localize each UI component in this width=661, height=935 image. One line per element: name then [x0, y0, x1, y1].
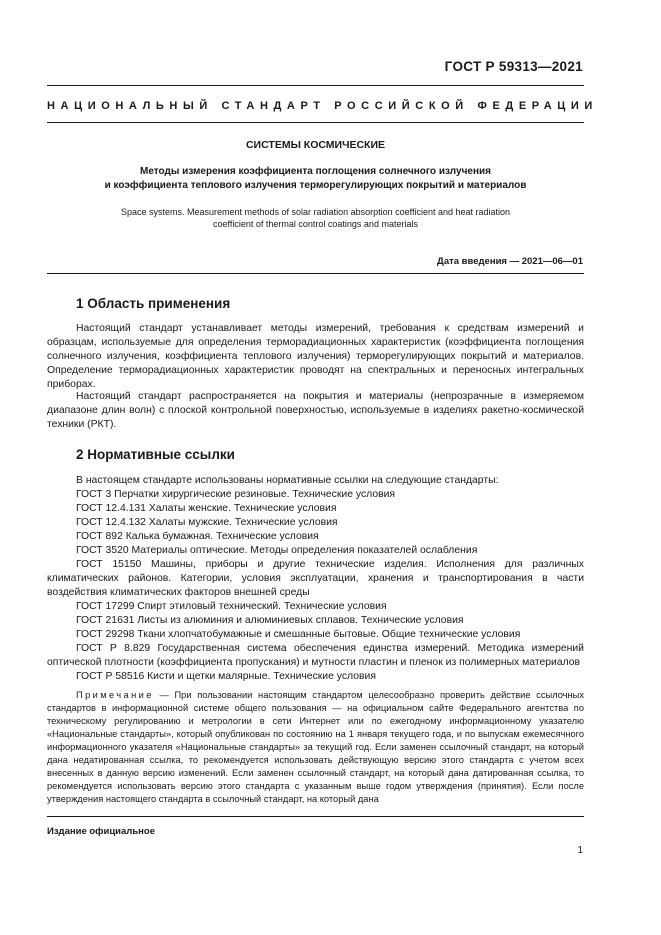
note-text: — При пользовании настоящим стандартом целесообразно проверить действие ссылочных стандартов в информационной системе общего пользования — на официальном сайте Федерального агентства по техническому регулированию и метрологии в сети Интернет или по ежегодному информационному указателю «Национальные стандарты», который опубликован по состоянию на 1 января текущего года, и по выпускам ежемесячного информационного указателя «Национальные стандарты» за текущий год. Если заменен ссылочный стандарт, на который дана недатированная ссылка, то рекомендуется использовать действующую версию этого стандарта с учетом всех внесенных в данную версию изменений. Если заменен ссылочный стандарт, на который дана датированная ссылка, то рекомендуется использовать версию этого стандарта с указанным выше годом утверждения (принятия). Если после утверждения настоящего стандарта в ссылочный стандарт, на который дана: [47, 690, 584, 804]
reference-item: ГОСТ 12.4.131 Халаты женские. Технические условия: [76, 503, 337, 514]
references-intro: В настоящем стандарте использованы нормативные ссылки на следующие стандарты:: [76, 475, 499, 486]
document-subtitle-en: [47, 206, 584, 230]
reference-item: ГОСТ 15150 Машины, приборы и другие технические изделия. Исполнения для различных климатических районов. Категории, условия эксплуатации, хранения и транспортирования в части воздействия климатических факторов внешней среды: [47, 559, 584, 598]
reference-item: ГОСТ 892 Калька бумажная. Технические условия: [76, 531, 319, 542]
section-1-paragraph: Настоящий стандарт устанавливает методы измерений, требования к средствам измерений и образцам, используемые для определения терморадиационных характеристик (коэффициента поглощения солнечного излучения, коэффициента теплового излучения) терморегулирующих покрытий и материалов. Определение терморадиационных характеристик проводят на спектральных и переносных интегральных приборах.: [47, 323, 584, 390]
date-rule: [47, 273, 584, 274]
reference-item: ГОСТ 21631 Листы из алюминия и алюминиевых сплавов. Технические условия: [76, 615, 464, 626]
official-edition-label: Издание официальное: [47, 826, 155, 837]
section-1-paragraph: Настоящий стандарт распространяется на покрытия и материалы (непрозрачные в измеряемом диапазоне длин волн) с плоской контрольной поверхностью, используемые в изделиях ракетно-космической техники (РКТ).: [47, 391, 584, 430]
introduction-date: Дата введения — 2021—06—01: [437, 256, 583, 267]
subtitle-ru-line: Методы измерения коэффициента поглощения солнечного излучения: [140, 166, 491, 177]
reference-item: ГОСТ Р 58516 Кисти и щетки малярные. Технические условия: [76, 671, 376, 682]
subtitle-en-line: coefficient of thermal control coatings and materials: [213, 219, 418, 229]
section-1-heading: 1 Область применения: [76, 296, 231, 311]
reference-item: ГОСТ 3 Перчатки хирургические резиновые. Технические условия: [76, 489, 396, 500]
reference-item: ГОСТ 29298 Ткани хлопчатобумажные и смешанные бытовые. Общие технические условия: [76, 629, 521, 640]
section-2-heading: 2 Нормативные ссылки: [76, 447, 235, 462]
subtitle-ru-line: и коэффициента теплового излучения терморегулирующих покрытий и материалов: [104, 180, 527, 191]
gost-number: ГОСТ Р 59313—2021: [444, 59, 583, 74]
reference-item: ГОСТ Р 8.829 Государственная система обеспечения единства измерений. Методика измерений оптической плотности (коэффициента пропускания) и мутности пластин и пленок из полимерных материалов: [47, 643, 584, 668]
document-subtitle-ru: [47, 165, 584, 193]
normative-references-list: [47, 474, 584, 684]
reference-item: ГОСТ 12.4.132 Халаты мужские. Технические условия: [76, 517, 338, 528]
national-standard-title: НАЦИОНАЛЬНЫЙ СТАНДАРТ РОССИЙСКОЙ ФЕДЕРАЦИИ: [47, 100, 598, 112]
footer-rule: [47, 816, 584, 817]
reference-item: ГОСТ 3520 Материалы оптические. Методы определения показателей ослабления: [76, 545, 478, 556]
note-paragraph: [47, 689, 584, 806]
subtitle-en-line: Space systems. Measurement methods of solar radiation absorption coefficient and heat radiation: [120, 207, 511, 217]
document-title: СИСТЕМЫ КОСМИЧЕСКИЕ: [245, 139, 386, 151]
header-rule: [47, 85, 584, 86]
note-label: Примечание: [76, 690, 154, 700]
reference-item: ГОСТ 17299 Спирт этиловый технический. Технические условия: [76, 601, 387, 612]
page-number: 1: [577, 845, 583, 856]
header-rule-lower: [47, 122, 584, 123]
